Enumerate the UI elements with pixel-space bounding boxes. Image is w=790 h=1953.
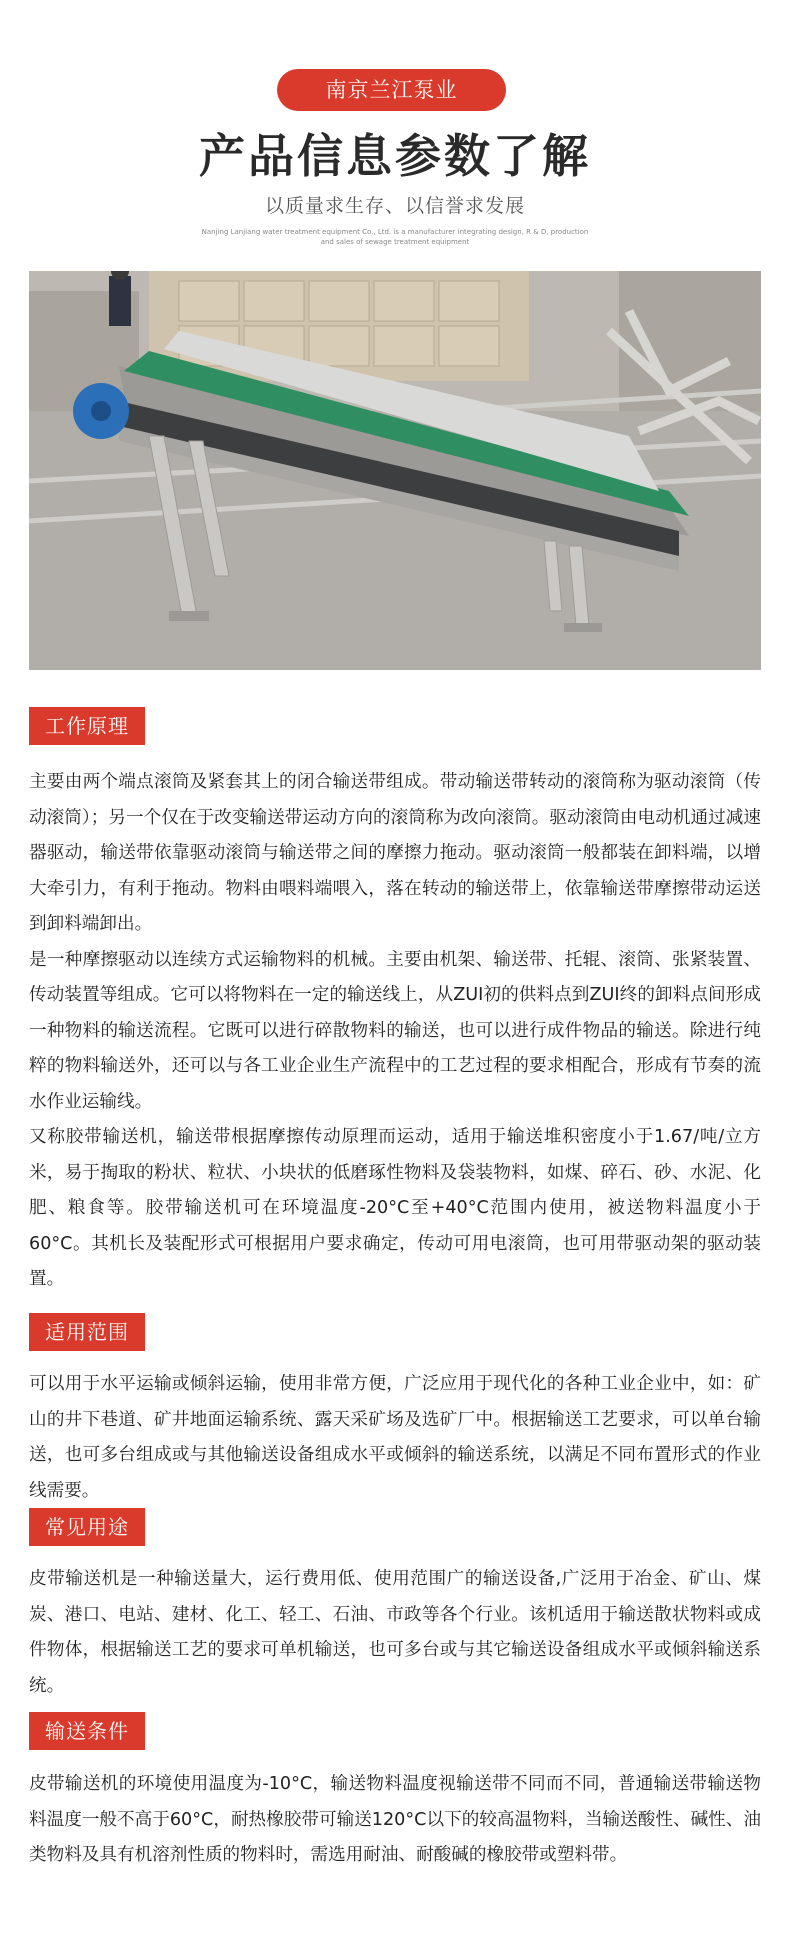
page-title: 产品信息参数了解 (199, 129, 591, 183)
product-photo (29, 271, 761, 670)
paragraph: 又称胶带输送机，输送带根据摩擦传动原理而运动，适用于输送堆积密度小于1.67/吨/立方米，易于掏取的粉状、粒状、小块状的低磨琢性物料及袋装物料，如煤、碎石、砂、水泥、化肥、粮食等。胶带输送机可在环境温度-20°C至+40°C范围内使用，被送物料温度小于60°C。其机长及装配形式可根据用户要求确定，传动可用电滚筒，也可用带驱动架的驱动装置。 (29, 1127, 761, 1289)
section-heading-conveying-conditions: 输送条件 (29, 1712, 145, 1750)
paragraph: 可以用于水平运输或倾斜运输，使用非常方便，广泛应用于现代化的各种工业企业中，如：矿山的井下巷道、矿井地面运输系统、露天采矿场及选矿厂中。根据输送工艺要求，可以单台输送，也可多台组成或与其他输送设备组成水平或倾斜的输送系统，以满足不同布置形式的作业线需要。 (29, 1374, 761, 1501)
section-heading-working-principle: 工作原理 (29, 707, 145, 745)
page-subtitle: 以质量求生存、以信誉求发展 (264, 195, 525, 217)
conveyor-belt-illustration (29, 271, 761, 670)
paragraph: 皮带输送机的环境使用温度为-10°C，输送物料温度视输送带不同而不同，普通输送带输送物料温度一般不高于60°C，耐热橡胶带可输送120°C以下的较高温物料，当输送酸性、碱性、油类物料及具有机溶剂性质的物料时，需选用耐油、耐酸碱的橡胶带或塑料带。 (29, 1774, 761, 1865)
section-body-conveying-conditions (29, 1767, 761, 1874)
section-body-scope (29, 1367, 761, 1509)
paragraph: 主要由两个端点滚筒及紧套其上的闭合输送带组成。带动输送带转动的滚筒称为驱动滚筒（传动滚筒）；另一个仅在于改变输送带运动方向的滚筒称为改向滚筒。驱动滚筒由电动机通过减速器驱动，输送带依靠驱动滚筒与输送带之间的摩擦力拖动。驱动滚筒一般都装在卸料端，以增大牵引力，有利于拖动。物料由喂料端喂入，落在转动的输送带上，依靠输送带摩擦带动运送到卸料端卸出。 (29, 772, 761, 934)
paragraph: 皮带输送机是一种输送量大，运行费用低、使用范围广的输送设备,广泛用于冶金、矿山、煤炭、港口、电站、建材、化工、轻工、石油、市政等各个行业。该机适用于输送散状物料或成件物体，根据输送工艺的要求可单机输送，也可多台或与其它输送设备组成水平或倾斜输送系统。 (29, 1569, 761, 1696)
paragraph: 是一种摩擦驱动以连续方式运输物料的机械。主要由机架、输送带、托辊、滚筒、张紧装置、传动装置等组成。它可以将物料在一定的输送线上，从ZUI初的供料点到ZUI终的卸料点间形成一种物料的输送流程。它既可以进行碎散物料的输送，也可以进行成件物品的输送。除进行纯粹的物料输送外，还可以与各工业企业生产流程中的工艺过程的要求相配合，形成有节奏的流水作业运输线。 (29, 949, 761, 1112)
brand-badge: 南京兰江泵业 (277, 69, 506, 111)
section-body-common-uses (29, 1562, 761, 1704)
section-heading-common-uses: 常见用途 (29, 1508, 145, 1546)
section-heading-scope: 适用范围 (29, 1313, 145, 1351)
section-body-working-principle (29, 765, 761, 1298)
company-description: Nanjing Lanjiang water treatment equipment Co., Ltd. is a manufacturer integrating design, R & D, production and sales of sewage treatment equipment (201, 228, 589, 246)
